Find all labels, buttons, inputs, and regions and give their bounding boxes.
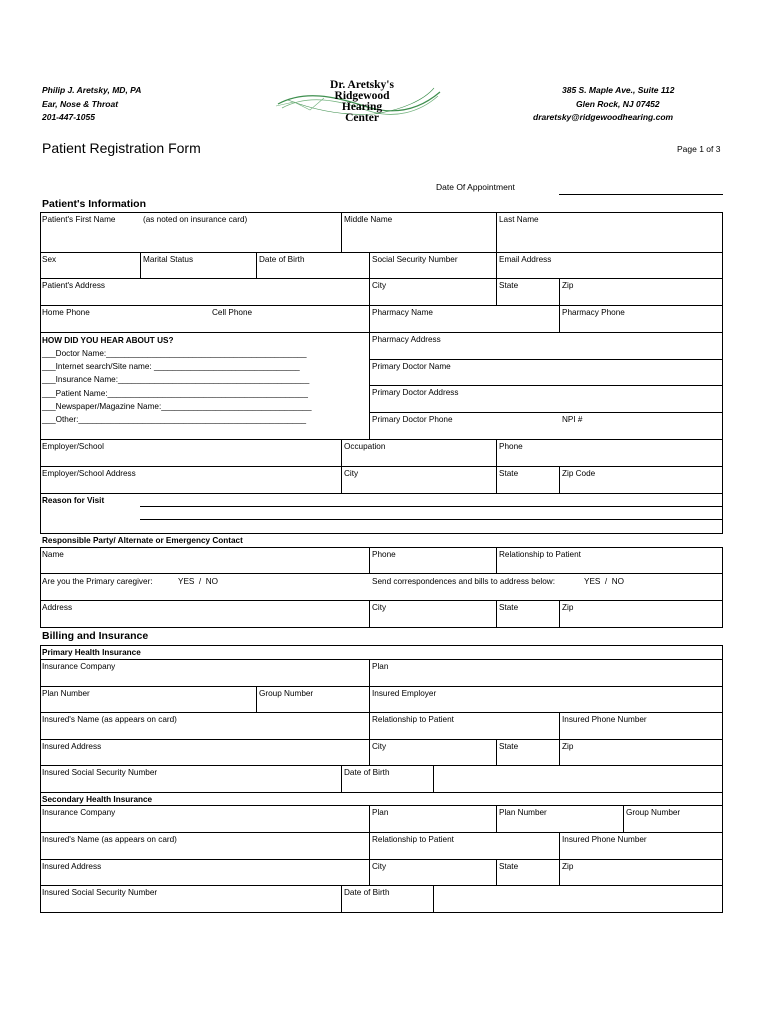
employer-field[interactable]: Employer/School — [42, 442, 104, 451]
secondary-insurance-company-field[interactable]: Insurance Company — [42, 808, 116, 817]
sex-field[interactable]: Sex — [42, 255, 57, 264]
ssn-field[interactable]: Social Security Number — [372, 255, 458, 264]
employer-phone-field[interactable]: Phone — [499, 442, 523, 451]
specialty: Ear, Nose & Throat — [42, 98, 119, 109]
logo-line3: Hearing — [341, 101, 383, 113]
primary-dob-field[interactable]: Date of Birth — [344, 768, 390, 777]
hear-option-insurance[interactable]: ___Insurance Name:__________________________________________ — [42, 375, 310, 385]
date-of-appointment-field[interactable] — [559, 194, 723, 195]
address-line2: Glen Rock, NJ 07452 — [576, 98, 660, 109]
secondary-insured-phone-field[interactable]: Insured Phone Number — [562, 835, 647, 844]
practice-info-left — [42, 84, 141, 125]
pharmacy-phone-field[interactable]: Pharmacy Phone — [562, 308, 625, 317]
first-name-field[interactable]: Patient's First Name — [42, 215, 116, 224]
primary-group-number-field[interactable]: Group Number — [259, 689, 314, 698]
primary-insured-phone-field[interactable]: Insured Phone Number — [562, 715, 647, 724]
primary-doctor-address-field[interactable]: Primary Doctor Address — [372, 388, 459, 397]
occupation-field[interactable]: Occupation — [344, 442, 386, 451]
last-name-field[interactable]: Last Name — [499, 215, 539, 224]
primary-caregiver-options[interactable]: YES / NO — [178, 577, 219, 586]
secondary-relationship-field[interactable]: Relationship to Patient — [372, 835, 454, 844]
rp-relationship-field[interactable]: Relationship to Patient — [499, 550, 581, 559]
date-of-appointment-label: Date Of Appointment — [436, 182, 515, 192]
hear-about-title: HOW DID YOU HEAR ABOUT US? — [42, 336, 174, 345]
employer-city-field[interactable]: City — [344, 469, 359, 478]
address-line1: 385 S. Maple Ave., Suite 112 — [562, 85, 675, 95]
state-field[interactable]: State — [499, 281, 519, 290]
primary-city-field[interactable]: City — [372, 742, 387, 751]
cell-phone-field[interactable]: Cell Phone — [212, 308, 253, 317]
hear-option-internet[interactable]: ___Internet search/Site name: ________________________________ — [42, 362, 300, 372]
primary-insured-address-field[interactable]: Insured Address — [42, 742, 102, 751]
employer-zip-field[interactable]: Zip Code — [562, 469, 596, 478]
primary-caregiver-label: Are you the Primary caregiver: — [42, 577, 153, 586]
page-number: Page 1 of 3 — [677, 144, 721, 154]
patient-info-title: Patient's Information — [42, 198, 147, 210]
secondary-plan-field[interactable]: Plan — [372, 808, 389, 817]
primary-insured-name-field[interactable]: Insured's Name (as appears on card) — [42, 715, 177, 724]
home-phone-field[interactable]: Home Phone — [42, 308, 90, 317]
rp-zip-field[interactable]: Zip — [562, 603, 574, 612]
zip-field[interactable]: Zip — [562, 281, 574, 290]
secondary-zip-field[interactable]: Zip — [562, 862, 574, 871]
middle-name-field[interactable]: Middle Name — [344, 215, 393, 224]
secondary-group-number-field[interactable]: Group Number — [626, 808, 681, 817]
employer-state-field[interactable]: State — [499, 469, 519, 478]
practice-info-right — [520, 84, 720, 125]
hear-option-other[interactable]: ___Other:__________________________________________________ — [42, 415, 307, 425]
marital-status-field[interactable]: Marital Status — [143, 255, 194, 264]
email-field[interactable]: Email Address — [499, 255, 552, 264]
primary-state-field[interactable]: State — [499, 742, 519, 751]
primary-plan-field[interactable]: Plan — [372, 662, 389, 671]
pharmacy-name-field[interactable]: Pharmacy Name — [372, 308, 433, 317]
hear-option-patient[interactable]: ___Patient Name:____________________________________________ — [42, 388, 308, 398]
rp-name-field[interactable]: Name — [42, 550, 64, 559]
pharmacy-address-field[interactable]: Pharmacy Address — [372, 335, 441, 344]
primary-doctor-name-field[interactable]: Primary Doctor Name — [372, 362, 451, 371]
practice-email: draretsky@ridgewoodhearing.com — [533, 112, 674, 122]
primary-zip-field[interactable]: Zip — [562, 742, 574, 751]
npi-field[interactable]: NPI # — [562, 415, 583, 424]
primary-insurance-title: Primary Health Insurance — [42, 648, 141, 657]
billing-title: Billing and Insurance — [42, 630, 149, 642]
patient-address-field[interactable]: Patient's Address — [42, 281, 106, 290]
first-name-note: (as noted on insurance card) — [143, 215, 248, 224]
secondary-insurance-title: Secondary Health Insurance — [42, 795, 153, 804]
primary-insured-ssn-field[interactable]: Insured Social Security Number — [42, 768, 158, 777]
secondary-insured-name-field[interactable]: Insured's Name (as appears on card) — [42, 835, 177, 844]
secondary-dob-field[interactable]: Date of Birth — [344, 888, 390, 897]
send-bills-label: Send correspondences and bills to address below: — [372, 577, 555, 586]
primary-relationship-field[interactable]: Relationship to Patient — [372, 715, 454, 724]
logo-line1: Dr. Aretsky's — [330, 79, 394, 91]
secondary-plan-number-field[interactable]: Plan Number — [499, 808, 547, 817]
practice-logo — [274, 80, 444, 130]
logo-line4: Center — [345, 112, 379, 124]
rp-city-field[interactable]: City — [372, 603, 387, 612]
primary-plan-number-field[interactable]: Plan Number — [42, 689, 90, 698]
responsible-party-title: Responsible Party/ Alternate or Emergency Contact — [42, 536, 243, 545]
hear-about-us-block — [42, 335, 312, 426]
send-bills-options[interactable]: YES / NO — [584, 577, 625, 586]
reason-for-visit-field[interactable]: Reason for Visit — [42, 496, 105, 505]
secondary-insured-address-field[interactable]: Insured Address — [42, 862, 102, 871]
primary-insured-employer-field[interactable]: Insured Employer — [372, 689, 437, 698]
primary-doctor-phone-field[interactable]: Primary Doctor Phone — [372, 415, 453, 424]
dob-field[interactable]: Date of Birth — [259, 255, 305, 264]
city-field[interactable]: City — [372, 281, 387, 290]
employer-address-field[interactable]: Employer/School Address — [42, 469, 136, 478]
logo-line2: Ridgewood — [334, 90, 390, 102]
rp-address-field[interactable]: Address — [42, 603, 73, 612]
primary-insurance-company-field[interactable]: Insurance Company — [42, 662, 116, 671]
rp-state-field[interactable]: State — [499, 603, 519, 612]
secondary-insured-ssn-field[interactable]: Insured Social Security Number — [42, 888, 158, 897]
secondary-city-field[interactable]: City — [372, 862, 387, 871]
hear-option-newspaper[interactable]: ___Newspaper/Magazine Name:_________________________________ — [42, 401, 312, 411]
secondary-state-field[interactable]: State — [499, 862, 519, 871]
practice-phone: 201-447-1055 — [42, 112, 95, 122]
form-title: Patient Registration Form — [42, 140, 201, 156]
doctor-name: Philip J. Aretsky, MD, PA — [42, 85, 142, 95]
hear-option-doctor[interactable]: ___Doctor Name:____________________________________________ — [42, 349, 307, 358]
rp-phone-field[interactable]: Phone — [372, 550, 396, 559]
